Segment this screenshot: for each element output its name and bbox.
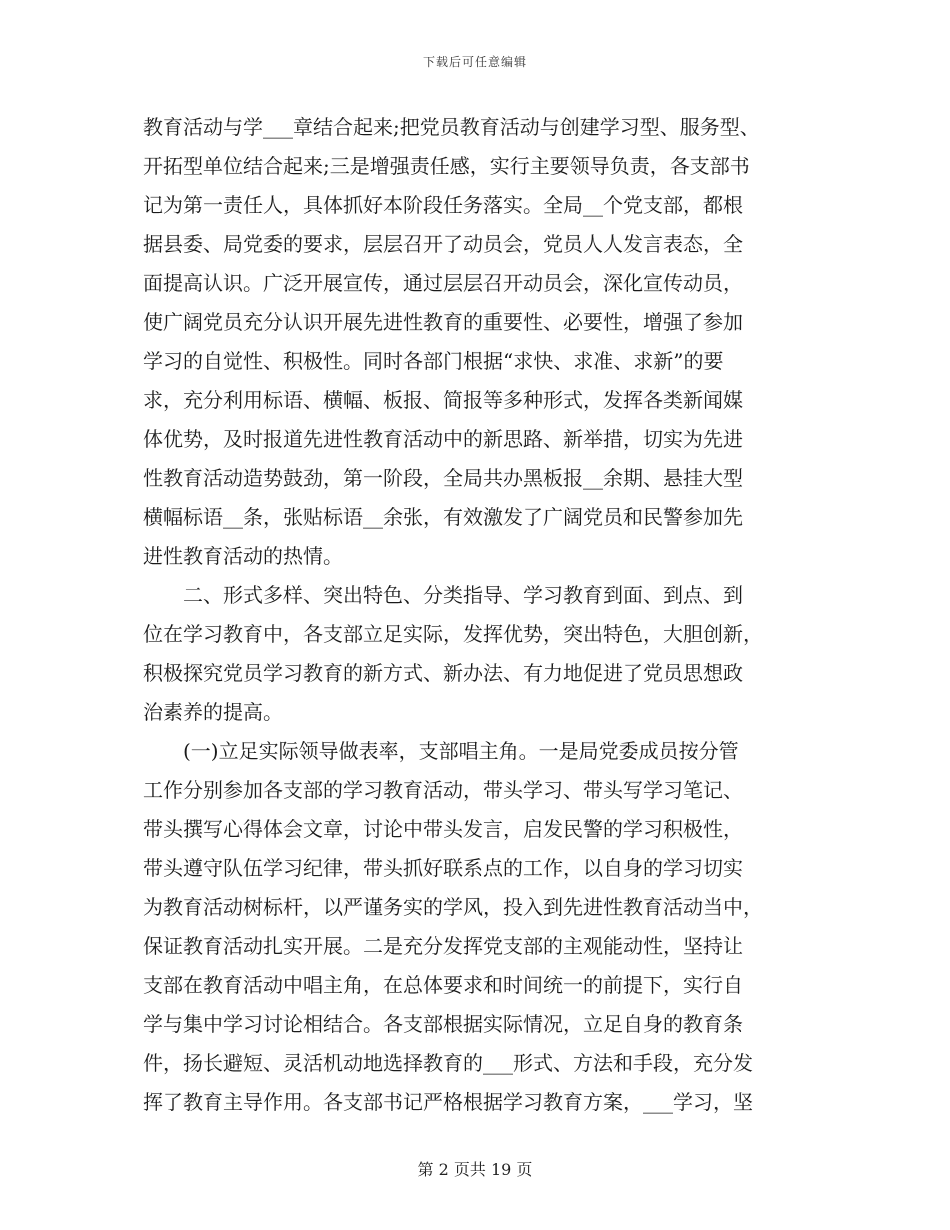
text-line: 带头遵守队伍学习纪律，带头抓好联系点的工作，以自身的学习切实 <box>143 856 743 880</box>
text-line: 治素养的提高。 <box>143 700 283 724</box>
text-line: (一)立足实际领导做表率，支部唱主角。一是局党委成员按分管 <box>143 739 739 763</box>
page-number: 第 2 页共 19 页 <box>417 1160 533 1179</box>
text-line: 体优势，及时报道先进性教育活动中的新思路、新举措，切实为先进 <box>143 427 743 451</box>
text-line: 学习的自觉性、积极性。同时各部门根据“求快、求准、求新”的要 <box>143 349 724 373</box>
text-line: 进性教育活动的热情。 <box>143 544 343 568</box>
text-line: 挥了教育主导作用。各支部书记严格根据学习教育方案，___学习，坚 <box>143 1090 753 1114</box>
text-line: 求，充分利用标语、横幅、板报、简报等多种形式，发挥各类新闻媒 <box>143 388 743 412</box>
text-line: 面提高认识。广泛开展宣传，通过层层召开动员会，深化宣传动员， <box>143 271 743 295</box>
text-line: 支部在教育活动中唱主角，在总体要求和时间统一的前提下，实行自 <box>143 973 743 997</box>
text-line: 积极探究党员学习教育的新方式、新办法、有力地促进了党员思想政 <box>143 661 743 685</box>
text-line: 件，扬长避短、灵活机动地选择教育的___形式、方法和手段，充分发 <box>143 1051 753 1075</box>
text-line: 为教育活动树标杆，以严谨务实的学风，投入到先进性教育活动当中， <box>143 895 763 919</box>
page-header: 下载后可任意编辑 <box>422 55 527 69</box>
text-line: 横幅标语__条，张贴标语__余张，有效激发了广阔党员和民警参加先 <box>143 505 743 529</box>
text-line: 学与集中学习讨论相结合。各支部根据实际情况，立足自身的教育条 <box>143 1012 743 1036</box>
text-line: 位在学习教育中，各支部立足实际，发挥优势，突出特色，大胆创新， <box>143 622 763 646</box>
document-body <box>143 108 811 1122</box>
text-line: 记为第一责任人，具体抓好本阶段任务落实。全局__个党支部，都根 <box>143 193 743 217</box>
text-line: 使广阔党员充分认识开展先进性教育的重要性、必要性，增强了参加 <box>143 310 743 334</box>
text-line: 开拓型单位结合起来;三是增强责任感，实行主要领导负责，各支部书 <box>143 154 750 178</box>
text-line: 二、形式多样、突出特色、分类指导、学习教育到面、到点、到 <box>143 583 743 607</box>
text-line: 性教育活动造势鼓劲，第一阶段，全局共办黑板报__余期、悬挂大型 <box>143 466 743 490</box>
text-line: 工作分别参加各支部的学习教育活动，带头学习、带头写学习笔记、 <box>143 778 743 802</box>
text-line: 带头撰写心得体会文章，讨论中带头发言，启发民警的学习积极性， <box>143 817 743 841</box>
text-line: 教育活动与学___章结合起来;把党员教育活动与创建学习型、服务型、 <box>143 115 760 139</box>
text-line: 保证教育活动扎实开展。二是充分发挥党支部的主观能动性，坚持让 <box>143 934 743 958</box>
text-line: 据县委、局党委的要求，层层召开了动员会，党员人人发言表态，全 <box>143 232 743 256</box>
